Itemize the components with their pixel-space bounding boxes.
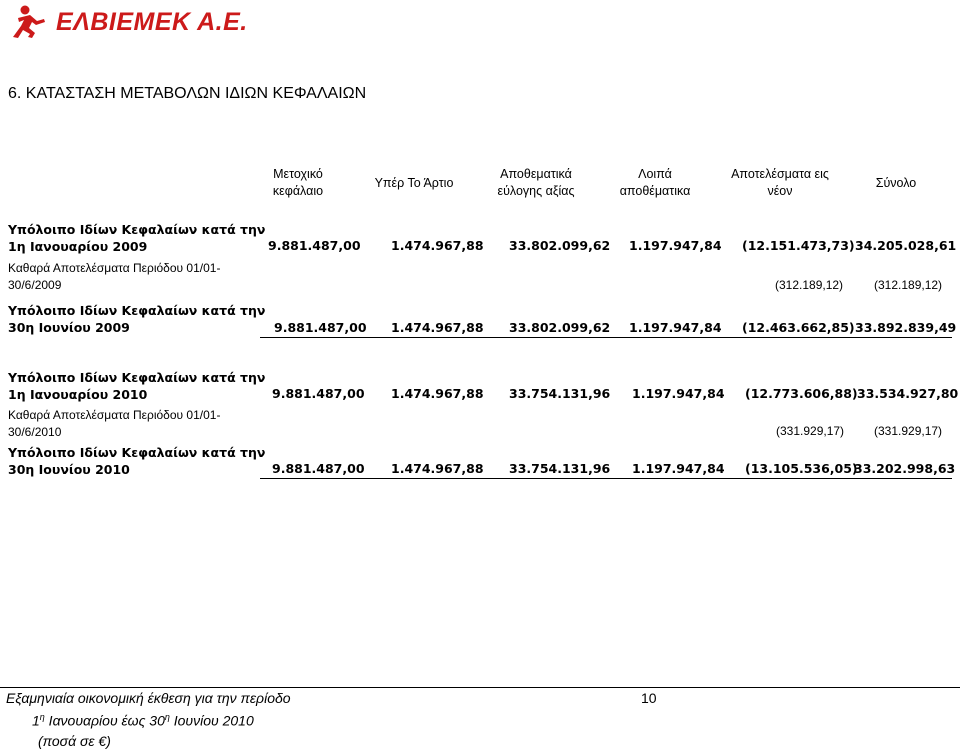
footer-period-part: Ιανουαρίου έως 30 bbox=[44, 712, 165, 729]
value-share-premium: 1.474.967,88 bbox=[391, 238, 484, 253]
row-label-balance-jun-2010 bbox=[8, 444, 265, 478]
value-retained-earnings: (312.189,12) bbox=[775, 278, 844, 292]
value-total: 33.534.927,80 bbox=[857, 386, 959, 401]
col-head-line: εύλογης αξίας bbox=[497, 184, 575, 198]
value-total: 34.205.028,61 bbox=[855, 238, 957, 253]
logo-text: ΕΛΒΙΕΜΕΚ Α.Ε. bbox=[56, 8, 248, 36]
row-label-balance-jan-2009 bbox=[8, 221, 265, 255]
col-head-line: κεφάλαιο bbox=[272, 184, 324, 198]
row-label-net-result-2010 bbox=[8, 407, 220, 441]
col-head-line: νέον bbox=[767, 184, 793, 198]
row-label-line: Υπόλοιπο Ιδίων Κεφαλαίων κατά την bbox=[8, 445, 266, 460]
row-label-balance-jan-2010 bbox=[8, 369, 265, 403]
value-fair-value-reserves: 33.754.131,96 bbox=[509, 461, 611, 476]
col-head-share-premium bbox=[364, 175, 464, 192]
value-total: 33.892.839,49 bbox=[855, 320, 957, 335]
col-head-line: αποθέματικα bbox=[619, 184, 691, 198]
footer-currency-note: (ποσά σε €) bbox=[38, 733, 111, 749]
value-share-capital: 9.881.487,00 bbox=[274, 320, 367, 335]
col-head-fair-value-reserves bbox=[481, 166, 591, 200]
value-other-reserves: 1.197.947,84 bbox=[629, 238, 722, 253]
value-share-premium: 1.474.967,88 bbox=[391, 461, 484, 476]
row-label-line: Καθαρά Αποτελέσματα Περιόδου 01/01- bbox=[8, 261, 221, 275]
value-retained-earnings: (12.151.473,73) bbox=[742, 238, 855, 253]
row-label-line: 1η Ιανουαρίου 2009 bbox=[8, 239, 148, 254]
value-fair-value-reserves: 33.754.131,96 bbox=[509, 386, 611, 401]
footer-period bbox=[32, 712, 254, 729]
row-label-net-result-2009 bbox=[8, 260, 220, 294]
col-head-line: Αποτελέσματα εις bbox=[731, 167, 829, 181]
value-other-reserves: 1.197.947,84 bbox=[629, 320, 722, 335]
col-head-line: Υπέρ Το Άρτιο bbox=[374, 176, 454, 190]
value-total: (312.189,12) bbox=[874, 278, 943, 292]
value-retained-earnings: (331.929,17) bbox=[776, 424, 845, 438]
value-share-capital: 9.881.487,00 bbox=[272, 461, 365, 476]
footer-period-part: 1 bbox=[32, 712, 40, 729]
value-total: (331.929,17) bbox=[874, 424, 943, 438]
value-retained-earnings: (12.463.662,85) bbox=[742, 320, 855, 335]
value-retained-earnings: (12.773.606,88) bbox=[745, 386, 858, 401]
row-label-line: 1η Ιανουαρίου 2010 bbox=[8, 387, 148, 402]
row-label-balance-jun-2009 bbox=[8, 302, 265, 336]
col-head-total bbox=[862, 175, 930, 192]
row-label-line: Υπόλοιπο Ιδίων Κεφαλαίων κατά την bbox=[8, 370, 266, 385]
footer-report-title: Εξαμηνιαία οικονομική έκθεση για την περίοδο bbox=[6, 690, 291, 706]
page-number: 10 bbox=[641, 690, 657, 706]
footer-rule bbox=[0, 687, 960, 688]
footer-period-part: Ιουνίου 2010 bbox=[169, 712, 254, 729]
footer-period-sup: η bbox=[39, 712, 45, 722]
value-retained-earnings: (13.105.536,05) bbox=[745, 461, 858, 476]
value-fair-value-reserves: 33.802.099,62 bbox=[509, 320, 611, 335]
col-head-line: Σύνολο bbox=[875, 176, 917, 190]
underline-balance-jun-2009 bbox=[260, 337, 952, 338]
section-title: 6. ΚΑΤΑΣΤΑΣΗ ΜΕΤΑΒΟΛΩΝ ΙΔΙΩΝ ΚΕΦΑΛΑΙΩΝ bbox=[8, 85, 367, 102]
col-head-line: Λοιπά bbox=[638, 167, 672, 181]
col-head-line: Μετοχικό bbox=[273, 167, 323, 181]
row-label-line: 30η Ιουνίου 2009 bbox=[8, 320, 130, 335]
value-fair-value-reserves: 33.802.099,62 bbox=[509, 238, 611, 253]
value-total: 33.202.998,63 bbox=[854, 461, 956, 476]
row-label-line: 30/6/2010 bbox=[8, 425, 62, 439]
col-head-line: Αποθεματικά bbox=[500, 167, 572, 181]
value-other-reserves: 1.197.947,84 bbox=[632, 386, 725, 401]
underline-balance-jun-2010 bbox=[260, 478, 952, 479]
row-label-line: Υπόλοιπο Ιδίων Κεφαλαίων κατά την bbox=[8, 222, 266, 237]
runner-icon bbox=[10, 4, 50, 40]
value-share-premium: 1.474.967,88 bbox=[391, 320, 484, 335]
row-label-line: 30/6/2009 bbox=[8, 278, 62, 292]
row-label-line: Καθαρά Αποτελέσματα Περιόδου 01/01- bbox=[8, 408, 221, 422]
row-label-line: Υπόλοιπο Ιδίων Κεφαλαίων κατά την bbox=[8, 303, 266, 318]
col-head-share-capital bbox=[258, 166, 338, 200]
col-head-other-reserves bbox=[605, 166, 705, 200]
row-label-line: 30η Ιουνίου 2010 bbox=[8, 462, 130, 477]
value-share-capital: 9.881.487,00 bbox=[268, 238, 361, 253]
value-other-reserves: 1.197.947,84 bbox=[632, 461, 725, 476]
col-head-retained-earnings bbox=[718, 166, 842, 200]
value-share-premium: 1.474.967,88 bbox=[391, 386, 484, 401]
value-share-capital: 9.881.487,00 bbox=[272, 386, 365, 401]
footer-period-sup: η bbox=[164, 712, 170, 722]
